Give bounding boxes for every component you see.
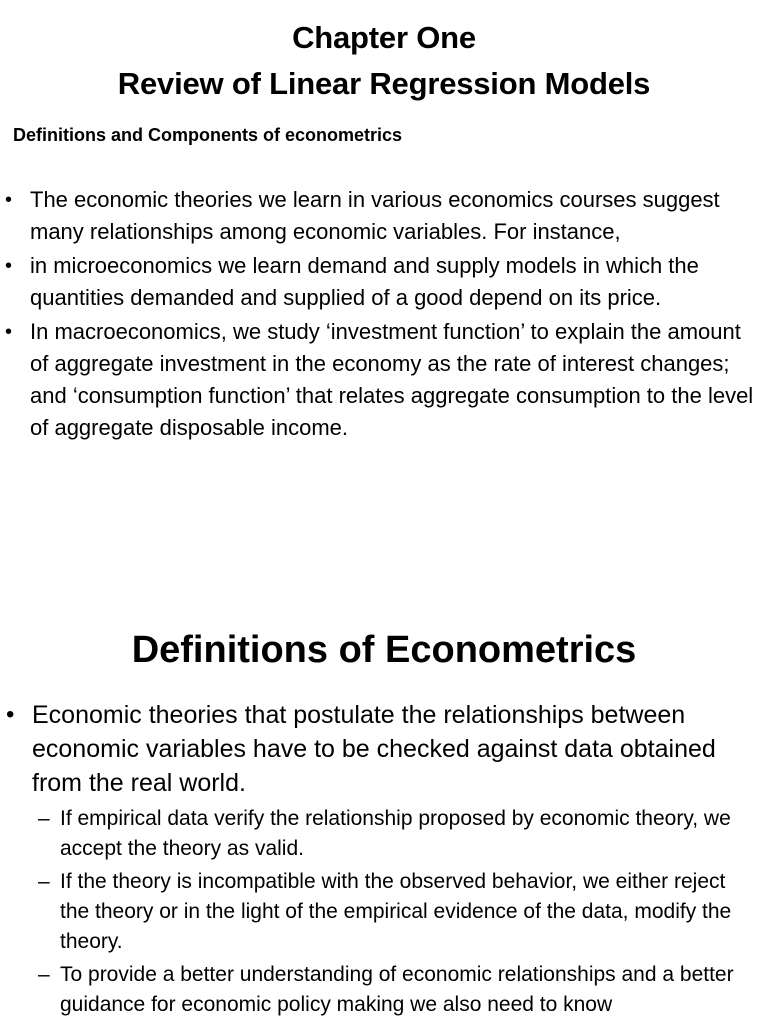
- chapter-subtitle: Review of Linear Regression Models: [117, 66, 651, 101]
- slide-1-title: [0, 15, 768, 107]
- bullet-icon: •: [6, 701, 15, 728]
- sub-bullet-list: [32, 804, 760, 1020]
- bullet-item: [0, 698, 760, 1020]
- bullet-icon: •: [5, 189, 13, 211]
- section-subheading: Definitions and Components of econometrics: [13, 125, 403, 145]
- dash-icon: –: [38, 807, 50, 830]
- sub-bullet-text: If empirical data verify the relationship proposed by economic theory, we accept the theory as valid.: [60, 807, 731, 860]
- bullet-text: in microeconomics we learn demand and supply models in which the quantities demanded and supplied of a good depend on its price.: [30, 253, 699, 310]
- bullet-item: [0, 316, 760, 444]
- bullet-text: Economic theories that postulate the relationships between economic variables have to be checked against data obtained from the real world.: [32, 701, 716, 797]
- dash-icon: –: [38, 870, 50, 893]
- slide-2-title: Definitions of Econometrics: [131, 629, 637, 671]
- chapter-title: Chapter One: [292, 20, 476, 55]
- bullet-icon: •: [5, 255, 13, 277]
- bullet-item: [0, 250, 760, 314]
- bullet-icon: •: [5, 321, 13, 343]
- sub-bullet-text: If the theory is incompatible with the observed behavior, we either reject the theory or in the light of the empirical evidence of the data, modify the theory.: [60, 870, 732, 953]
- sub-bullet-text: To provide a better understanding of economic relationships and a better guidance for economic policy making we also need to know: [60, 963, 734, 1016]
- slide-1-bullet-list: [0, 184, 760, 446]
- bullet-text: The economic theories we learn in various economics courses suggest many relationships among economic variables. For instance,: [30, 187, 720, 244]
- sub-bullet-item: [32, 960, 760, 1020]
- sub-bullet-item: [32, 867, 760, 957]
- dash-icon: –: [38, 963, 50, 986]
- sub-bullet-item: [32, 804, 760, 864]
- slide-2-bullet-list: [0, 698, 760, 1023]
- bullet-text: In macroeconomics, we study ‘investment function’ to explain the amount of aggregate investment in the economy as the rate of interest changes; and ‘consumption function’ that relates aggregate consumption to the level of aggregate disposable income.: [30, 319, 754, 440]
- slide-2: [0, 600, 768, 1024]
- bullet-item: [0, 184, 760, 248]
